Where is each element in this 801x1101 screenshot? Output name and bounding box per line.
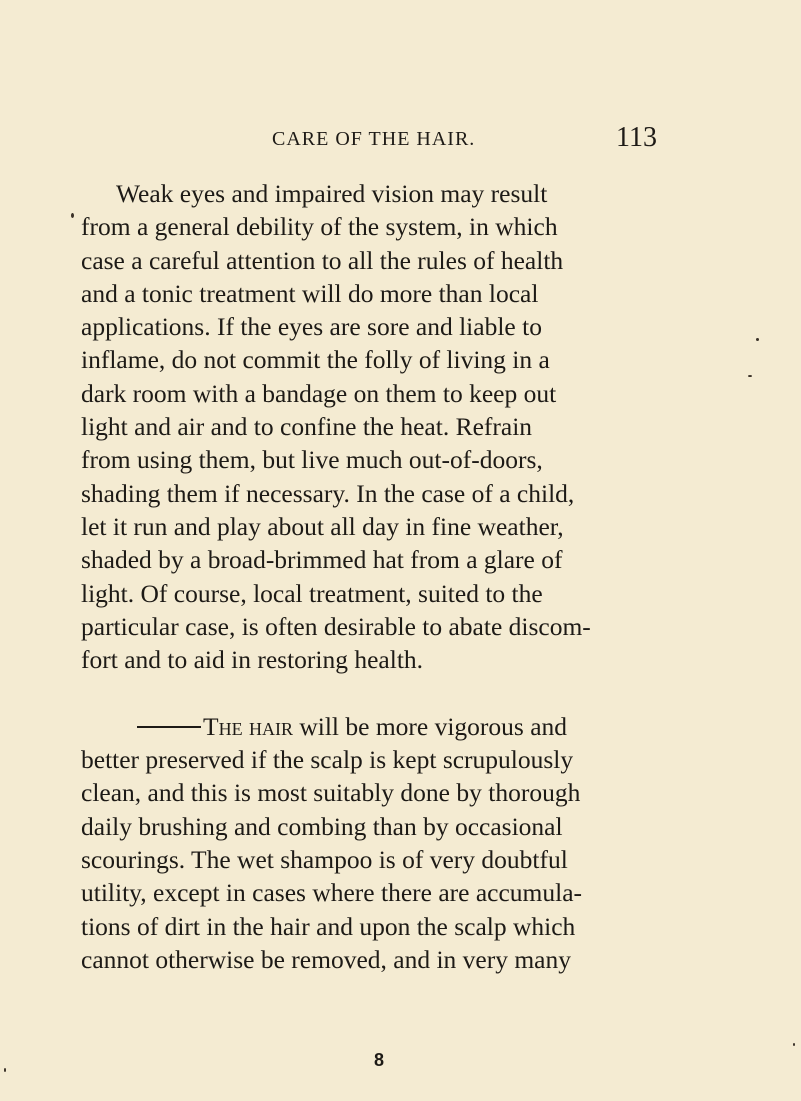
signature-mark: 8 bbox=[374, 1050, 385, 1070]
running-head: CARE OF THE HAIR. bbox=[272, 128, 476, 150]
book-page: CARE OF THE HAIR. 113 Weak eyes and impaired vision may result from a general debility of the system, in which case a careful attention to all the rules of health and a tonic treatment will do more than local applications. If the eyes are sore and liable to inflame, do not commit the folly of living in a dark room with a bandage on them to keep out light and air and to confine the heat. Refrain from using them, but live much out-of-doors, shading them if necessary. In the case of a child, let it run and play about all day in fine weather, shaded by a broad-brimmed hat from a glare of light. Of course, local treatment, suited to the particular case, is often desirable to abate discom- fort and to aid in restoring health. The hair will be more vigorous and better preserved if the scalp is kept scrupulously clean, and this is most suitably done by thorough daily brushing and combing than by occasional scourings. The wet shampoo is of very doubtful utility, except in cases where there are accumula- tions of dirt in the hair and upon the scalp which cannot otherwise be removed, and in very many 8 bbox=[0, 0, 801, 1101]
paper-speck bbox=[793, 1043, 795, 1046]
paper-speck bbox=[756, 338, 759, 341]
page-number: 113 bbox=[616, 122, 657, 153]
paper-speck bbox=[71, 213, 74, 218]
paper-speck bbox=[748, 375, 752, 377]
lead-words: The hair bbox=[203, 712, 293, 741]
paper-speck bbox=[4, 1068, 6, 1072]
section-dash bbox=[137, 726, 201, 728]
